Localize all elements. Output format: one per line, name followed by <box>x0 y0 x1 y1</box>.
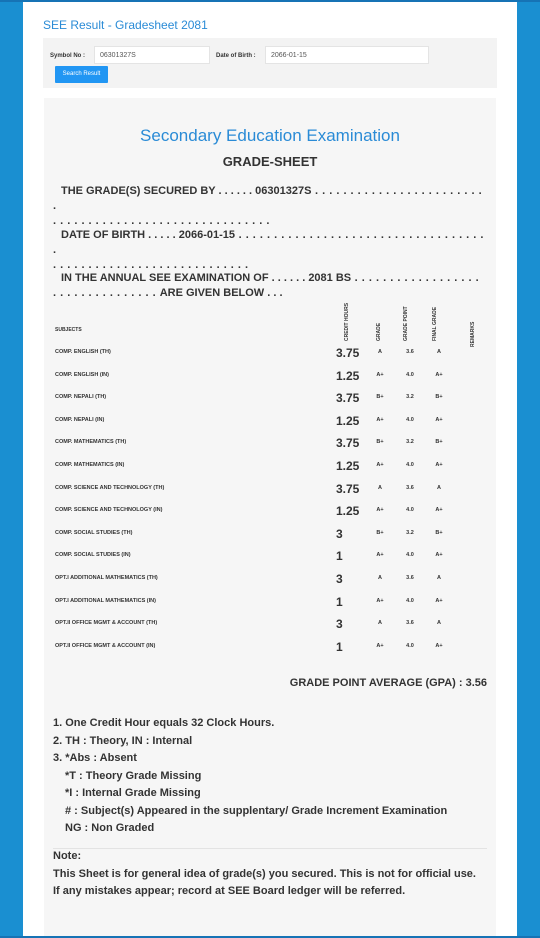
grade-cell: A+ <box>376 507 384 514</box>
header-remarks: REMARKS <box>470 321 476 347</box>
note-item: 3. *Abs : Absent <box>53 752 137 764</box>
grade-cell: B+ <box>376 529 384 536</box>
credit-hours-cell: 3.75 <box>336 391 360 406</box>
grade-point-cell: 3.6 <box>406 575 414 581</box>
secured-by-line <box>53 184 485 229</box>
credit-hours-cell: 1 <box>336 549 343 564</box>
subject-cell: COMP. NEPALI (IN) <box>55 416 105 423</box>
grade-sheet <box>44 98 496 936</box>
grade-point-cell: 3.2 <box>406 439 414 446</box>
subject-cell: COMP. ENGLISH (IN) <box>55 371 109 378</box>
secured-symbol: 06301327S <box>255 185 312 197</box>
table-row <box>44 436 496 458</box>
secured-prefix: THE GRADE(S) SECURED BY . . . . . . <box>61 185 256 197</box>
credit-hours-cell: 3.75 <box>336 481 360 496</box>
table-row <box>44 414 496 436</box>
credit-hours-cell: 1.25 <box>336 459 360 473</box>
grade-cell: A+ <box>376 642 384 649</box>
table-row <box>44 640 496 662</box>
search-form <box>43 38 497 88</box>
grade-point-cell: 3.2 <box>406 529 414 536</box>
notes-list <box>53 715 487 838</box>
grade-point-cell: 4.0 <box>406 507 414 514</box>
gpa-summary: GRADE POINT AVERAGE (GPA) : 3.56 <box>289 677 487 689</box>
grade-point-cell: 4.0 <box>406 642 414 649</box>
grade-point-cell: 4.0 <box>406 371 414 378</box>
grade-point-cell: 4.0 <box>406 552 414 559</box>
table-row <box>44 346 496 368</box>
dob-prefix: DATE OF BIRTH . . . . . <box>61 229 179 241</box>
note-item: NG : Non Graded <box>65 822 155 834</box>
divider <box>53 848 487 849</box>
final-grade-cell: B+ <box>435 439 443 446</box>
exam-given-below: ARE GIVEN BELOW . . . <box>159 287 283 299</box>
secured-dots: . . . . . . . . . . . . . . . . . . . . . . . . . <box>53 185 483 212</box>
grade-cell: A <box>378 349 382 355</box>
subject-cell: OPT.I ADDITIONAL MATHEMATICS (TH) <box>55 575 158 581</box>
header-grade: GRADE <box>376 322 382 341</box>
final-grade-cell: A <box>437 484 441 491</box>
header-final-grade: FINAL GRADE <box>432 306 438 341</box>
grade-cell: A+ <box>376 371 384 378</box>
grade-cell: A+ <box>376 597 384 604</box>
grade-cell: A+ <box>376 416 384 423</box>
symbol-label: Symbol No : <box>50 53 86 59</box>
grade-cell: A <box>378 484 382 491</box>
subject-cell: COMP. NEPALI (TH) <box>55 394 107 401</box>
note-title: Note: <box>53 850 82 862</box>
table-row <box>44 549 496 571</box>
final-grade-cell: A <box>437 575 441 581</box>
subject-cell: OPT.II OFFICE MGMT & ACCOUNT (IN) <box>55 642 156 649</box>
note-item: *I : Internal Grade Missing <box>65 787 201 799</box>
credit-hours-cell: 1.25 <box>336 504 360 519</box>
subject-cell: COMP. SCIENCE AND TECHNOLOGY (TH) <box>55 484 165 491</box>
table-row <box>44 572 496 594</box>
grade-point-cell: 3.6 <box>406 349 414 355</box>
grade-point-cell: 4.0 <box>406 416 414 423</box>
final-grade-cell: A <box>437 620 441 627</box>
final-grade-cell: A+ <box>435 642 443 649</box>
table-row <box>44 595 496 617</box>
grade-point-cell: 3.6 <box>406 484 414 491</box>
final-grade-cell: A+ <box>435 371 443 378</box>
dob-input[interactable]: 2066-01-15 <box>265 46 429 64</box>
credit-hours-cell: 1 <box>336 639 343 654</box>
exam-prefix: IN THE ANNUAL SEE EXAMINATION OF . . . . . . <box>61 272 309 284</box>
subject-cell: OPT.I ADDITIONAL MATHEMATICS (IN) <box>55 597 156 604</box>
credit-hours-cell: 3.75 <box>336 346 360 360</box>
grade-cell: A <box>378 575 382 581</box>
dob-dots: . . . . . . . . . . . . . . . . . . . . . . . . . . . . . . . . . . . . <box>53 229 484 256</box>
credit-hours-cell: 1.25 <box>336 368 360 383</box>
grade-cell: B+ <box>376 439 384 446</box>
secured-dots-2: . . . . . . . . . . . . . . . . . . . . . . . . . . . . . . . <box>53 215 270 227</box>
header-credit-hours: CREDIT HOURS <box>344 302 350 341</box>
result-page <box>23 2 517 936</box>
final-grade-cell: A <box>437 349 441 355</box>
credit-hours-cell: 3 <box>336 572 343 586</box>
subject-cell: OPT.II OFFICE MGMT & ACCOUNT (TH) <box>55 620 158 627</box>
note-item: 1. One Credit Hour equals 32 Clock Hours. <box>53 717 275 729</box>
grade-cell: A+ <box>376 552 384 559</box>
note-item: *T : Theory Grade Missing <box>65 769 202 782</box>
table-row <box>44 369 496 391</box>
subject-cell: COMP. SCIENCE AND TECHNOLOGY (IN) <box>55 507 163 514</box>
dob-line <box>53 228 485 273</box>
subject-cell: COMP. SOCIAL STUDIES (IN) <box>55 552 131 559</box>
grade-point-cell: 3.6 <box>406 620 414 627</box>
final-grade-cell: A+ <box>435 597 443 604</box>
final-grade-cell: A+ <box>435 462 443 468</box>
exam-dots-2: . . . . . . . . . . . . . . . <box>53 287 160 299</box>
header-grade-point: GRADE POINT <box>403 306 409 341</box>
symbol-input[interactable]: 06301327S <box>94 46 210 64</box>
subject-cell: COMP. MATHEMATICS (IN) <box>55 462 125 468</box>
note-item: # : Subject(s) Appeared in the supplentary/ Grade Increment Examination <box>65 804 448 817</box>
subject-cell: COMP. ENGLISH (TH) <box>55 349 111 355</box>
grade-point-cell: 4.0 <box>406 462 414 468</box>
grade-cell: B+ <box>376 394 384 401</box>
dob-value: 2066-01-15 <box>178 229 236 241</box>
final-grade-cell: A+ <box>435 552 443 559</box>
dob-label: Date of Birth : <box>216 53 256 59</box>
credit-hours-cell: 1 <box>336 594 343 609</box>
table-row <box>44 391 496 413</box>
dob-dots-2: . . . . . . . . . . . . . . . . . . . . . . . . . . . . <box>53 259 249 271</box>
search-button[interactable]: Search Result <box>55 66 108 83</box>
final-grade-cell: A+ <box>435 416 443 423</box>
table-row <box>44 617 496 639</box>
table-row <box>44 459 496 481</box>
final-grade-cell: B+ <box>435 394 443 401</box>
final-grade-cell: B+ <box>435 529 443 536</box>
table-row <box>44 527 496 549</box>
page-title: SEE Result - Gradesheet 2081 <box>43 18 208 32</box>
table-row <box>44 504 496 526</box>
subject-cell: COMP. SOCIAL STUDIES (TH) <box>55 529 133 536</box>
header-subjects: SUBJECTS <box>55 327 82 333</box>
disclaimer-text: This Sheet is for general idea of grade(s) you secured. This is not for official use. If any mistakes appear; record at SEE Board ledger will be referred. <box>53 868 476 897</box>
grade-cell: A <box>378 620 382 627</box>
final-grade-cell: A+ <box>435 507 443 514</box>
table-row <box>44 482 496 504</box>
subject-cell: COMP. MATHEMATICS (TH) <box>55 439 127 446</box>
sheet-subheading: GRADE-SHEET <box>222 154 318 169</box>
sheet-heading: Secondary Education Examination <box>140 126 400 145</box>
exam-dots: . . . . . . . . . . . . . . . . . . <box>351 272 480 284</box>
credit-hours-cell: 1.25 <box>336 413 360 428</box>
grade-point-cell: 4.0 <box>406 597 414 604</box>
grade-point-cell: 3.2 <box>406 394 414 401</box>
exam-line <box>53 271 485 301</box>
credit-hours-cell: 3.75 <box>336 436 360 451</box>
grade-cell: A+ <box>376 462 384 468</box>
credit-hours-cell: 3 <box>336 526 343 541</box>
note-item: 2. TH : Theory, IN : Internal <box>53 734 193 747</box>
exam-year: 2081 BS <box>308 272 352 284</box>
credit-hours-cell: 3 <box>336 617 343 632</box>
